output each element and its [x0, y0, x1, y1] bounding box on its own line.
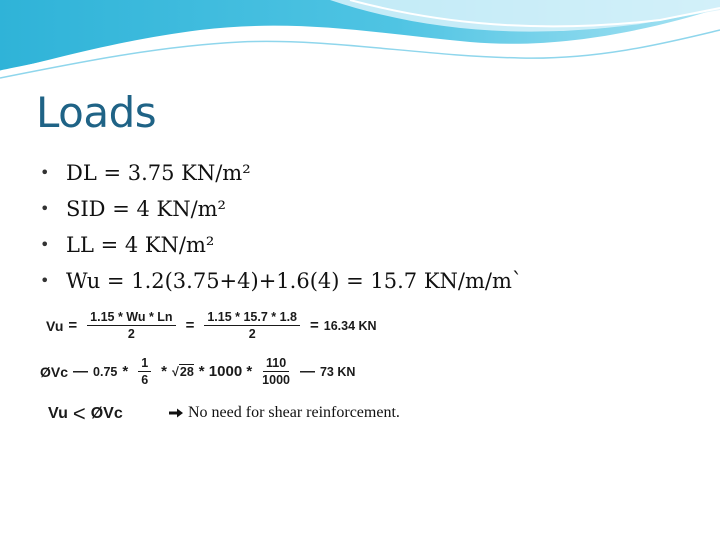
eq-sign: — [299, 363, 315, 380]
eq-sign: = [185, 317, 195, 334]
bullet-list [40, 158, 522, 302]
check-rhs: ØVc [90, 405, 123, 422]
arrow-right-icon [168, 407, 184, 419]
eq-lhs: Vu [46, 317, 64, 334]
eq-coefficient: 0.75 [93, 364, 118, 379]
eq-result: 16.34 KN [323, 318, 377, 333]
phivc-equation [40, 356, 355, 387]
slide-title: Loads [36, 88, 157, 137]
bullet-text: Wu = 1.2(3.75+4)+1.6(4) = 15.7 KN/m/m` [66, 269, 523, 293]
denominator: 2 [248, 327, 256, 341]
denominator: 2 [127, 327, 135, 341]
denominator: 1000 [262, 373, 290, 387]
eq-result: 73 KN [319, 364, 356, 379]
numerator: 110 [263, 356, 289, 372]
bullet-icon: • [40, 235, 50, 254]
bullet-item-ll [40, 230, 522, 266]
conclusion-note [168, 404, 400, 422]
numerator: 1 [138, 356, 151, 372]
denominator: 6 [141, 373, 149, 387]
eq-sign: = [310, 317, 319, 334]
numerator: 1.15 * 15.7 * 1.8 [204, 310, 300, 326]
sqrt-icon: √ [172, 364, 179, 379]
fraction [138, 356, 151, 387]
eq-sign: = [68, 317, 78, 334]
check-inequality [48, 401, 123, 427]
fraction [262, 356, 290, 387]
bullet-icon: • [40, 271, 50, 290]
bullet-icon: • [40, 163, 50, 182]
eq-multiplier: * 1000 * [198, 363, 253, 380]
conclusion-text: No need for shear reinforcement. [188, 404, 400, 421]
fraction [87, 310, 175, 341]
numerator: 1.15 * Wu * Ln [87, 310, 175, 326]
bullet-item-sid [40, 194, 522, 230]
eq-sign: — [73, 363, 89, 380]
radicand: 28 [179, 365, 194, 379]
bullet-text: SID = 4 KN/m² [66, 197, 226, 221]
bullet-icon: • [40, 199, 50, 218]
check-lhs: Vu [48, 405, 68, 422]
bullet-text: LL = 4 KN/m² [66, 233, 215, 257]
eq-operator: * [161, 363, 167, 380]
bullet-item-dl [40, 158, 522, 194]
bullet-item-wu [40, 266, 522, 302]
eq-lhs: ØVc [40, 363, 69, 380]
vu-equation [46, 310, 377, 341]
fraction [204, 310, 300, 341]
less-than-sign: < [72, 401, 86, 426]
eq-operator: * [122, 363, 129, 380]
bullet-text: DL = 3.75 KN/m² [66, 161, 251, 185]
